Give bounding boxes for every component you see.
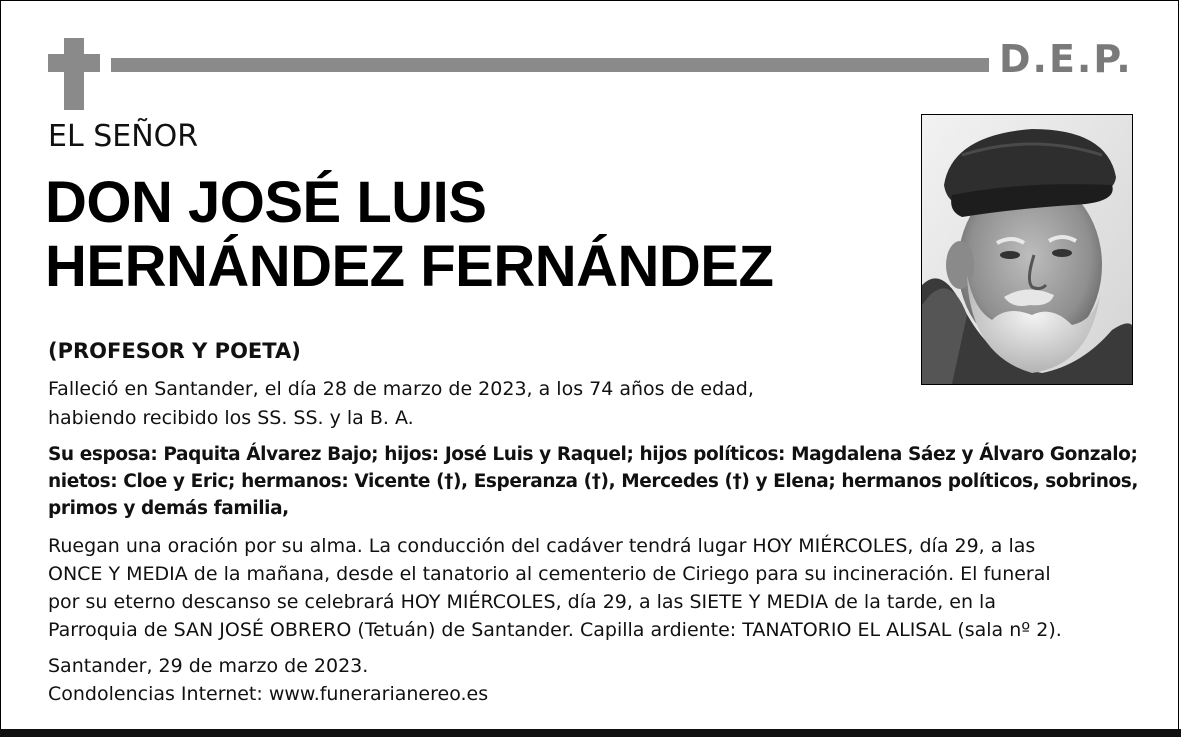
bottom-rule [0, 729, 1181, 737]
death-notice-line-1: Falleció en Santander, el día 28 de marzo de 2023, a los 74 años de edad, [48, 378, 754, 400]
dep-label: D.E.P. [999, 37, 1133, 81]
family-line-2: nietos: Cloe y Eric; hermanos: Vicente (†), Esperanza (†), Mercedes (†) y Elena; hermanos políticos, sobrinos, [48, 471, 1139, 492]
cross-icon [64, 38, 84, 110]
ceremony-line-2: ONCE Y MEDIA de la mañana, desde el tanatorio al cementerio de Ciriego para su incineración. El funeral [48, 563, 1051, 585]
death-notice-line-2: habiendo recibido los SS. SS. y la B. A. [48, 407, 414, 429]
title-prefix: EL SEÑOR [48, 119, 199, 154]
name-line-1: DON JOSÉ LUIS [45, 170, 487, 235]
portrait-image [922, 115, 1132, 384]
condolences: Condolencias Internet: www.funerarianereo.es [48, 683, 489, 705]
header-rule [111, 58, 989, 72]
ceremony-line-4: Parroquia de SAN JOSÉ OBRERO (Tetuán) de Santander. Capilla ardiente: TANATORIO EL ALISAL (sala nº 2). [48, 619, 1062, 641]
ceremony-line-1: Ruegan una oración por su alma. La conducción del cadáver tendrá lugar HOY MIÉRCOLES, día 29, a las [48, 535, 1036, 557]
ceremony-line-3: por su eterno descanso se celebrará HOY MIÉRCOLES, día 29, a las SIETE Y MEDIA de la tarde, en la [48, 591, 996, 613]
name-line-2: HERNÁNDEZ FERNÁNDEZ [45, 234, 774, 299]
deceased-photo [921, 114, 1133, 385]
family-line-3: primos y demás familia, [48, 498, 289, 519]
place-date: Santander, 29 de marzo de 2023. [48, 655, 369, 677]
cross-icon-arm [48, 54, 100, 72]
occupation: (PROFESOR Y POETA) [48, 339, 301, 363]
family-line-1: Su esposa: Paquita Álvarez Bajo; hijos: José Luis y Raquel; hijos políticos: Magdalena Sáez y Álvaro Gonzalo; [48, 444, 1138, 465]
deceased-name [45, 171, 773, 299]
